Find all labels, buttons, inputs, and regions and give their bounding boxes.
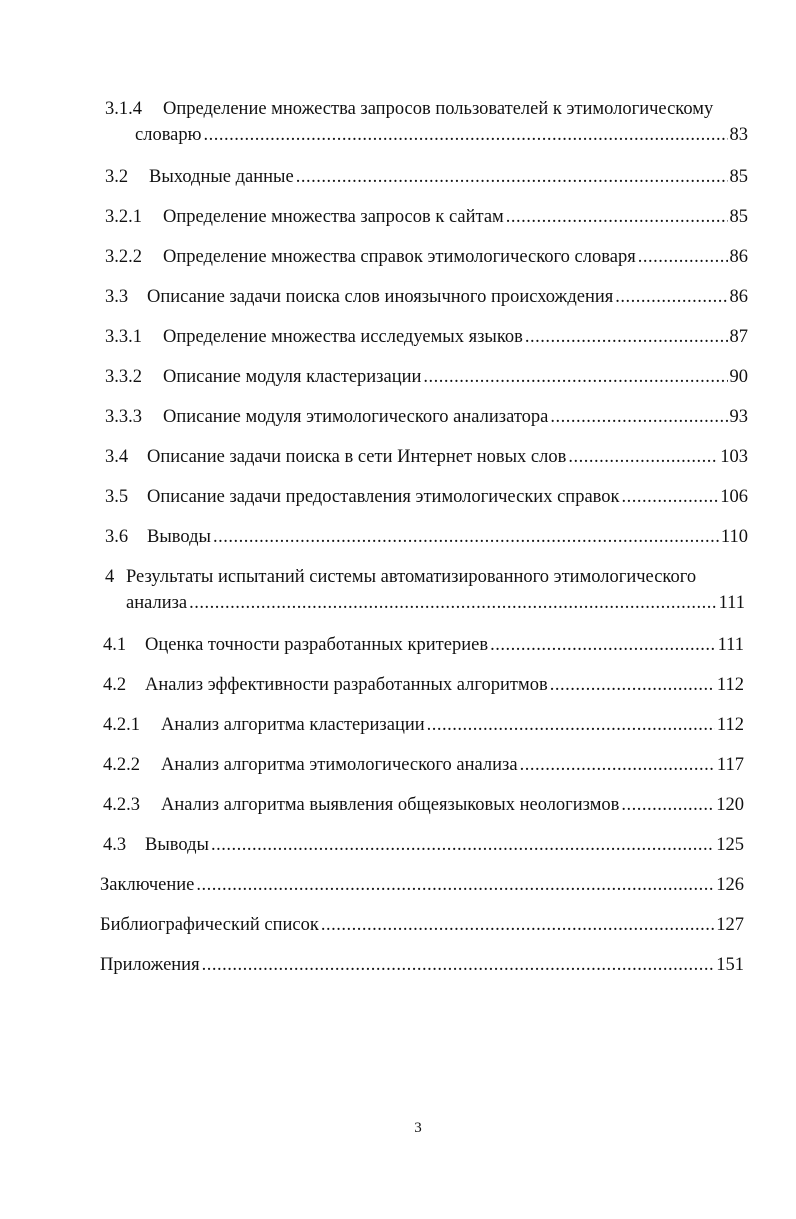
dot-leader: [638, 246, 728, 268]
toc-page: 127: [716, 915, 744, 935]
toc-page: 117: [716, 755, 744, 775]
toc-number: 3.2.2: [105, 247, 142, 267]
toc-number: 4.2.3: [103, 795, 140, 815]
toc-entry-3-2: [105, 166, 748, 188]
toc-page: 112: [716, 675, 744, 695]
toc-title: Описание задачи предоставления этимологических справок: [147, 487, 620, 507]
toc-number: 3.6: [105, 527, 129, 547]
toc-entry-4: [105, 566, 745, 614]
toc-title: Описание задачи поиска слов иноязычного происхождения: [147, 287, 614, 307]
dot-leader: [202, 954, 715, 976]
toc-title: Заключение: [100, 875, 195, 895]
toc-entry-3-3-1: [105, 326, 748, 348]
toc-entry-3-3-3: [105, 406, 748, 428]
toc-page: 83: [729, 125, 748, 145]
toc-page: 111: [718, 593, 745, 613]
toc-title: Описание модуля кластеризации: [163, 367, 422, 387]
dot-leader: [423, 366, 727, 388]
toc-number: 3.2: [105, 167, 129, 187]
toc-page: 93: [729, 407, 748, 427]
toc-title-line1: Результаты испытаний системы автоматизированного этимологического: [126, 567, 697, 587]
dot-leader: [550, 406, 727, 428]
toc-entry-3-6: [105, 526, 748, 548]
dot-leader: [490, 634, 716, 656]
toc-number: 3.1.4: [105, 99, 142, 119]
toc-title: Выводы: [145, 835, 209, 855]
toc-entry-4-2-3: [103, 794, 744, 816]
dot-leader: [213, 526, 719, 548]
toc-number: 3.3.1: [105, 327, 142, 347]
toc-entry-3-3: [105, 286, 748, 308]
toc-title: Анализ эффективности разработанных алгоритмов: [145, 675, 548, 695]
toc-title: Анализ алгоритма кластеризации: [161, 715, 425, 735]
toc-title: Анализ алгоритма этимологического анализа: [161, 755, 518, 775]
dot-leader: [550, 674, 715, 696]
toc-title: Приложения: [100, 955, 200, 975]
toc-title: Описание задачи поиска в сети Интернет новых слов: [147, 447, 567, 467]
toc-number: 3.3.3: [105, 407, 142, 427]
toc-title: Оценка точности разработанных критериев: [145, 635, 489, 655]
toc-entry-bibliography: [100, 914, 744, 936]
dot-leader: [196, 874, 714, 896]
dot-leader: [189, 592, 716, 614]
toc-page: 151: [716, 955, 744, 975]
toc-title-line1: Определение множества запросов пользователей к этимологическому: [163, 99, 714, 119]
toc-entry-3-1-4: [105, 98, 748, 146]
toc-title: Описание модуля этимологического анализатора: [163, 407, 549, 427]
dot-leader: [568, 446, 718, 468]
toc-title: анализа: [126, 593, 188, 613]
toc-page: 85: [729, 167, 748, 187]
toc-entry-3-2-2: [105, 246, 748, 268]
toc-page: 120: [716, 795, 744, 815]
toc-entry-conclusion: [100, 874, 744, 896]
toc-number: 3.3: [105, 287, 129, 307]
toc-page: 86: [729, 247, 748, 267]
dot-leader: [211, 834, 714, 856]
toc-title: Выходные данные: [149, 167, 294, 187]
dot-leader: [321, 914, 714, 936]
toc-page: 90: [729, 367, 748, 387]
toc-title: Анализ алгоритма выявления общеязыковых неологизмов: [161, 795, 620, 815]
toc-title: Выводы: [147, 527, 211, 547]
dot-leader: [520, 754, 715, 776]
toc-number: 4.3: [103, 835, 127, 855]
dot-leader: [203, 124, 727, 146]
toc-page: 125: [716, 835, 744, 855]
toc-entry-3-4: [105, 446, 748, 468]
dot-leader: [621, 794, 714, 816]
toc-number: 3.2.1: [105, 207, 142, 227]
toc-title: Определение множества справок этимологического словаря: [163, 247, 636, 267]
toc-page: 106: [720, 487, 748, 507]
toc-number: 4.1: [103, 635, 127, 655]
toc-page: 103: [720, 447, 748, 467]
dot-leader: [296, 166, 728, 188]
toc-number: 3.3.2: [105, 367, 142, 387]
dot-leader: [506, 206, 728, 228]
toc-page: 86: [729, 287, 748, 307]
toc-number: 4.2.2: [103, 755, 140, 775]
toc-entry-4-2-2: [103, 754, 744, 776]
toc-page: 110: [720, 527, 748, 547]
dot-leader: [622, 486, 719, 508]
toc-entry-appendices: [100, 954, 744, 976]
toc-number: 3.5: [105, 487, 129, 507]
toc-entry-3-5: [105, 486, 748, 508]
toc-page: 111: [717, 635, 744, 655]
page-number: 3: [414, 1120, 422, 1136]
toc-number: 4: [105, 567, 115, 587]
toc-title: Библиографический список: [100, 915, 319, 935]
toc-page: 87: [729, 327, 748, 347]
dot-leader: [525, 326, 728, 348]
toc-entry-4-1: [103, 634, 744, 656]
toc-title: Определение множества запросов к сайтам: [163, 207, 504, 227]
toc-page: 126: [716, 875, 744, 895]
dot-leader: [427, 714, 715, 736]
toc-title: Определение множества исследуемых языков: [163, 327, 523, 347]
dot-leader: [615, 286, 727, 308]
toc-entry-3-2-1: [105, 206, 748, 228]
toc-entry-4-2-1: [103, 714, 744, 736]
toc-entry-4-3: [103, 834, 744, 856]
toc-number: 4.2.1: [103, 715, 140, 735]
toc-entry-3-3-2: [105, 366, 748, 388]
toc-page: 85: [729, 207, 748, 227]
toc-title: словарю: [135, 125, 202, 145]
toc-entry-4-2: [103, 674, 744, 696]
toc-page: 112: [716, 715, 744, 735]
toc-number: 4.2: [103, 675, 127, 695]
toc-number: 3.4: [105, 447, 129, 467]
